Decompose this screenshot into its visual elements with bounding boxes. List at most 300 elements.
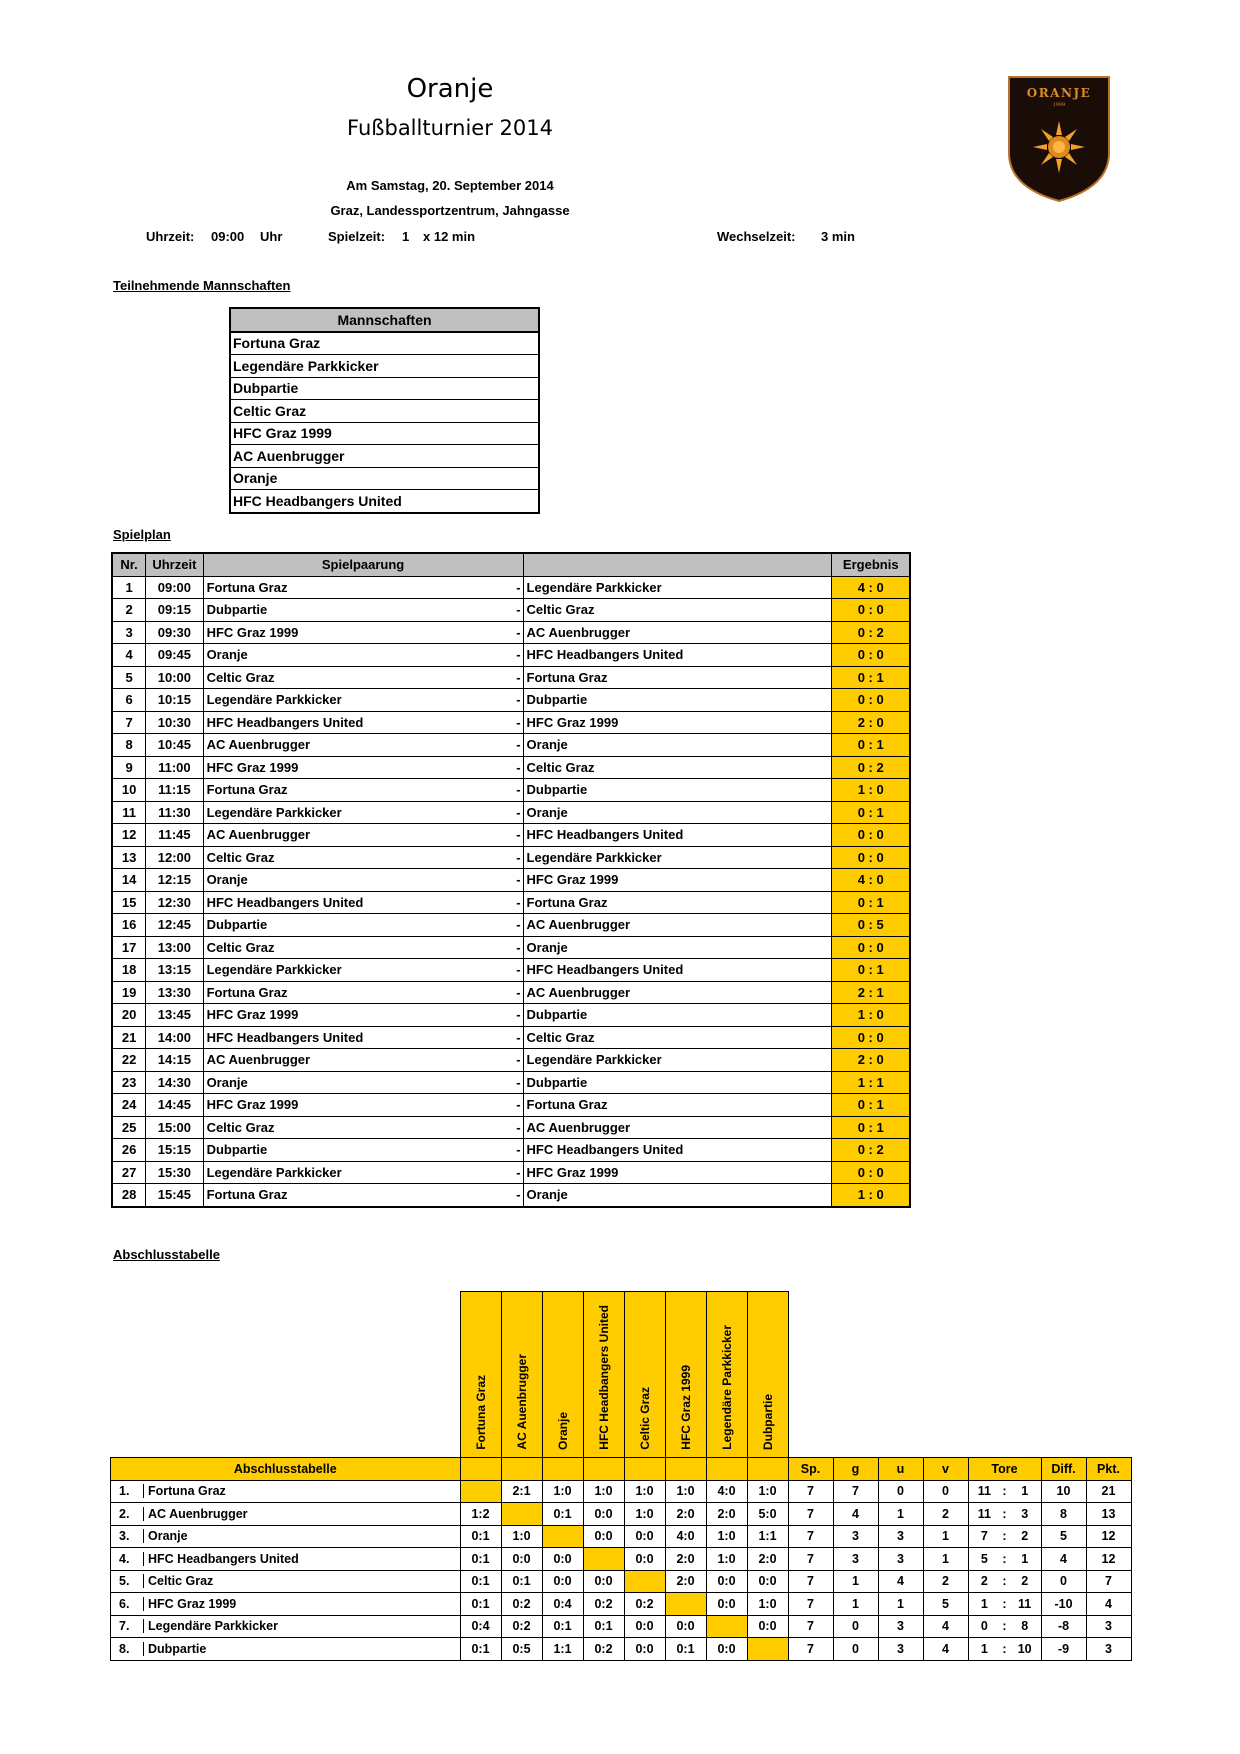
standings-team-name: HFC Headbangers United	[148, 1551, 299, 1566]
stat-g: 0	[833, 1638, 878, 1661]
head-to-head-result: 0:0	[583, 1525, 624, 1548]
match-home: Celtic Graz	[203, 666, 511, 689]
head-to-head-result: 1:0	[583, 1480, 624, 1503]
stat-u: 4	[878, 1570, 923, 1593]
match-time: 10:15	[146, 689, 203, 712]
match-away: HFC Headbangers United	[523, 824, 832, 847]
stat-header-tore: Tore	[968, 1458, 1041, 1481]
match-separator: -	[511, 936, 523, 959]
match-away: AC Auenbrugger	[523, 914, 832, 937]
match-away: Fortuna Graz	[523, 666, 832, 689]
match-home: Fortuna Graz	[203, 779, 511, 802]
standings-team-name: Dubpartie	[148, 1641, 207, 1656]
match-row	[112, 1049, 910, 1072]
head-to-head-result	[460, 1480, 501, 1503]
opponent-label: Legendäre Parkkicker	[719, 1325, 734, 1450]
standings-rank: 5.	[113, 1574, 144, 1588]
head-to-head-result: 0:0	[706, 1593, 747, 1616]
match-away: HFC Graz 1999	[523, 711, 832, 734]
head-to-head-result: 2:0	[665, 1570, 706, 1593]
stat-u: 1	[878, 1593, 923, 1616]
match-away: Celtic Graz	[523, 756, 832, 779]
match-result: 1 : 0	[832, 779, 910, 802]
standings-team	[111, 1503, 461, 1526]
stat-header-diff: Diff.	[1041, 1458, 1086, 1481]
match-away: Oranje	[523, 801, 832, 824]
head-to-head-result: 1:1	[747, 1525, 788, 1548]
match-row	[112, 621, 910, 644]
match-row	[112, 779, 910, 802]
standings-rank: 2.	[113, 1507, 144, 1521]
match-separator: -	[511, 1004, 523, 1027]
team-name: Celtic Graz	[230, 400, 539, 423]
match-nr: 14	[112, 869, 146, 892]
match-nr: 6	[112, 689, 146, 712]
match-separator: -	[511, 734, 523, 757]
head-to-head-result: 5:0	[747, 1503, 788, 1526]
opponent-label: Fortuna Graz	[473, 1375, 488, 1450]
match-away: Oranje	[523, 734, 832, 757]
teams-column-header: Mannschaften	[230, 308, 539, 332]
standings-team	[111, 1525, 461, 1548]
head-to-head-result: 0:1	[460, 1548, 501, 1571]
goals-for: 1	[968, 1638, 998, 1661]
match-time: 10:45	[146, 734, 203, 757]
match-home: AC Auenbrugger	[203, 1049, 511, 1072]
goals-against: 2	[1011, 1525, 1041, 1548]
stat-v: 1	[923, 1548, 968, 1571]
match-nr: 9	[112, 756, 146, 779]
match-away: HFC Graz 1999	[523, 1161, 832, 1184]
match-time: 10:30	[146, 711, 203, 734]
head-to-head-result: 1:2	[460, 1503, 501, 1526]
match-home: HFC Graz 1999	[203, 621, 511, 644]
spielzeit-count: 1	[402, 229, 410, 244]
match-row	[112, 981, 910, 1004]
match-time: 09:30	[146, 621, 203, 644]
match-nr: 2	[112, 599, 146, 622]
match-separator: -	[511, 891, 523, 914]
head-to-head-result: 0:0	[747, 1615, 788, 1638]
stat-diff: 5	[1041, 1525, 1086, 1548]
opponent-header	[583, 1292, 624, 1458]
opponent-label: HFC Headbangers United	[596, 1305, 611, 1450]
match-home: Dubpartie	[203, 599, 511, 622]
match-result: 0 : 0	[832, 936, 910, 959]
stat-sp: 7	[788, 1615, 833, 1638]
opponent-header	[624, 1292, 665, 1458]
head-to-head-result: 0:0	[747, 1570, 788, 1593]
match-time: 11:15	[146, 779, 203, 802]
match-result: 0 : 1	[832, 801, 910, 824]
standings-row	[111, 1480, 1132, 1503]
match-nr: 1	[112, 576, 146, 599]
stat-header-sp: Sp.	[788, 1458, 833, 1481]
match-away: AC Auenbrugger	[523, 621, 832, 644]
standings-row	[111, 1525, 1132, 1548]
match-away: HFC Graz 1999	[523, 869, 832, 892]
match-home: Legendäre Parkkicker	[203, 959, 511, 982]
match-home: Legendäre Parkkicker	[203, 1161, 511, 1184]
match-result: 2 : 0	[832, 711, 910, 734]
head-to-head-result: 1:0	[747, 1480, 788, 1503]
team-row	[230, 355, 539, 378]
stat-header-v: v	[923, 1458, 968, 1481]
match-row	[112, 711, 910, 734]
head-to-head-result: 4:0	[665, 1525, 706, 1548]
stat-sp: 7	[788, 1638, 833, 1661]
match-result: 1 : 1	[832, 1071, 910, 1094]
match-home: Fortuna Graz	[203, 1184, 511, 1207]
match-row	[112, 1184, 910, 1207]
opponent-header	[665, 1292, 706, 1458]
head-to-head-result: 0:0	[624, 1525, 665, 1548]
head-to-head-result: 2:0	[665, 1548, 706, 1571]
match-home: HFC Headbangers United	[203, 891, 511, 914]
match-nr: 20	[112, 1004, 146, 1027]
goals-for: 2	[968, 1570, 998, 1593]
match-result: 0 : 1	[832, 959, 910, 982]
stat-diff: 10	[1041, 1480, 1086, 1503]
stat-diff: -8	[1041, 1615, 1086, 1638]
head-to-head-result: 1:0	[501, 1525, 542, 1548]
match-time: 15:30	[146, 1161, 203, 1184]
standings-header-row	[111, 1458, 1132, 1481]
head-to-head-result	[542, 1525, 583, 1548]
match-separator: -	[511, 869, 523, 892]
head-to-head-result	[624, 1570, 665, 1593]
match-separator: -	[511, 1116, 523, 1139]
match-row	[112, 1094, 910, 1117]
match-away: Dubpartie	[523, 1071, 832, 1094]
team-name: AC Auenbrugger	[230, 445, 539, 468]
match-time: 15:00	[146, 1116, 203, 1139]
head-to-head-result: 0:0	[583, 1570, 624, 1593]
team-row	[230, 422, 539, 445]
standings-row	[111, 1570, 1132, 1593]
match-nr: 28	[112, 1184, 146, 1207]
match-separator: -	[511, 1094, 523, 1117]
goals-separator: :	[998, 1525, 1011, 1548]
match-row	[112, 846, 910, 869]
wechselzeit-label: Wechselzeit:	[717, 229, 796, 244]
stat-v: 1	[923, 1525, 968, 1548]
head-to-head-result: 0:0	[706, 1570, 747, 1593]
standings-team-name: Oranje	[148, 1529, 188, 1544]
head-to-head-result: 4:0	[706, 1480, 747, 1503]
col-result: Ergebnis	[832, 553, 910, 576]
match-time: 12:15	[146, 869, 203, 892]
team-row	[230, 467, 539, 490]
stat-g: 7	[833, 1480, 878, 1503]
match-home: HFC Headbangers United	[203, 1026, 511, 1049]
match-row	[112, 959, 910, 982]
svg-text:ORANJE: ORANJE	[1026, 86, 1092, 100]
head-to-head-result: 0:0	[542, 1570, 583, 1593]
standings-row	[111, 1503, 1132, 1526]
goals-against: 10	[1011, 1638, 1041, 1661]
stat-g: 4	[833, 1503, 878, 1526]
stat-pkt: 3	[1086, 1615, 1131, 1638]
match-result: 0 : 0	[832, 689, 910, 712]
match-time: 09:15	[146, 599, 203, 622]
opponent-label: Oranje	[555, 1411, 570, 1450]
stat-u: 0	[878, 1480, 923, 1503]
stat-sp: 7	[788, 1525, 833, 1548]
match-separator: -	[511, 846, 523, 869]
goals-separator: :	[998, 1548, 1011, 1571]
page-subtitle: Fußballturnier 2014	[347, 116, 553, 140]
stat-sp: 7	[788, 1503, 833, 1526]
match-away: Celtic Graz	[523, 599, 832, 622]
stat-diff: 0	[1041, 1570, 1086, 1593]
match-time: 12:30	[146, 891, 203, 914]
match-away: HFC Headbangers United	[523, 959, 832, 982]
stat-u: 3	[878, 1615, 923, 1638]
club-logo	[1007, 75, 1111, 203]
match-result: 1 : 0	[832, 1004, 910, 1027]
match-result: 0 : 0	[832, 824, 910, 847]
standings-team	[111, 1638, 461, 1661]
stat-sp: 7	[788, 1548, 833, 1571]
uhrzeit-value: 09:00	[211, 229, 245, 244]
head-to-head-result	[583, 1548, 624, 1571]
match-nr: 26	[112, 1139, 146, 1162]
match-home: Dubpartie	[203, 1139, 511, 1162]
match-home: Fortuna Graz	[203, 576, 511, 599]
head-to-head-result: 0:4	[460, 1615, 501, 1638]
head-to-head-result: 2:0	[706, 1503, 747, 1526]
goals-for: 11	[968, 1480, 998, 1503]
match-time: 13:30	[146, 981, 203, 1004]
goals-for: 5	[968, 1548, 998, 1571]
match-result: 0 : 0	[832, 1161, 910, 1184]
teams-table	[229, 307, 540, 514]
stat-v: 4	[923, 1615, 968, 1638]
stat-diff: 4	[1041, 1548, 1086, 1571]
match-time: 13:15	[146, 959, 203, 982]
standings-rank: 3.	[113, 1529, 144, 1543]
match-time: 11:00	[146, 756, 203, 779]
head-to-head-result: 0:1	[542, 1615, 583, 1638]
match-row	[112, 644, 910, 667]
stat-g: 0	[833, 1615, 878, 1638]
match-time: 09:45	[146, 644, 203, 667]
match-separator: -	[511, 779, 523, 802]
spielzeit-label: Spielzeit:	[328, 229, 386, 244]
match-nr: 4	[112, 644, 146, 667]
match-nr: 18	[112, 959, 146, 982]
match-home: Dubpartie	[203, 914, 511, 937]
stat-pkt: 4	[1086, 1593, 1131, 1616]
teams-heading: Teilnehmende Mannschaften	[113, 278, 291, 293]
standings-heading: Abschlusstabelle	[113, 1247, 220, 1262]
match-time: 13:00	[146, 936, 203, 959]
stat-v: 2	[923, 1503, 968, 1526]
match-separator: -	[511, 1049, 523, 1072]
head-to-head-result: 1:0	[624, 1503, 665, 1526]
head-to-head-result: 0:2	[501, 1593, 542, 1616]
uhrzeit-unit: Uhr	[260, 229, 283, 244]
match-separator: -	[511, 1139, 523, 1162]
match-time: 14:45	[146, 1094, 203, 1117]
match-home: Fortuna Graz	[203, 981, 511, 1004]
stat-g: 1	[833, 1570, 878, 1593]
match-separator: -	[511, 711, 523, 734]
standings-rank: 4.	[113, 1552, 144, 1566]
match-result: 0 : 1	[832, 1116, 910, 1139]
stat-u: 3	[878, 1548, 923, 1571]
match-time: 14:15	[146, 1049, 203, 1072]
match-separator: -	[511, 576, 523, 599]
goals-against: 3	[1011, 1503, 1041, 1526]
head-to-head-result: 0:2	[501, 1615, 542, 1638]
goals-separator: :	[998, 1503, 1011, 1526]
match-nr: 21	[112, 1026, 146, 1049]
head-to-head-result	[747, 1638, 788, 1661]
head-to-head-result	[501, 1503, 542, 1526]
uhrzeit-label: Uhrzeit:	[146, 229, 195, 244]
head-to-head-result: 0:0	[624, 1615, 665, 1638]
standings-row	[111, 1593, 1132, 1616]
match-time: 10:00	[146, 666, 203, 689]
opponent-label: Celtic Graz	[637, 1387, 652, 1450]
col-pairing: Spielpaarung	[203, 553, 523, 576]
match-away: Legendäre Parkkicker	[523, 576, 832, 599]
match-result: 4 : 0	[832, 869, 910, 892]
stat-pkt: 12	[1086, 1525, 1131, 1548]
match-away: Fortuna Graz	[523, 1094, 832, 1117]
standings-team	[111, 1548, 461, 1571]
standings-label: Abschlusstabelle	[111, 1458, 461, 1481]
page-title: Oranje	[406, 74, 494, 104]
match-home: Legendäre Parkkicker	[203, 689, 511, 712]
match-result: 0 : 5	[832, 914, 910, 937]
head-to-head-result: 0:2	[583, 1593, 624, 1616]
standings-row	[111, 1548, 1132, 1571]
head-to-head-result: 1:0	[747, 1593, 788, 1616]
standings-team-name: Celtic Graz	[148, 1574, 214, 1589]
match-nr: 24	[112, 1094, 146, 1117]
match-separator: -	[511, 644, 523, 667]
match-result: 0 : 2	[832, 1139, 910, 1162]
match-nr: 13	[112, 846, 146, 869]
head-to-head-result: 1:0	[665, 1480, 706, 1503]
standings-team-name: AC Auenbrugger	[148, 1506, 248, 1521]
match-away: HFC Headbangers United	[523, 1139, 832, 1162]
match-result: 4 : 0	[832, 576, 910, 599]
standings-rank: 8.	[113, 1642, 144, 1656]
match-time: 14:00	[146, 1026, 203, 1049]
head-to-head-result: 0:1	[542, 1503, 583, 1526]
head-to-head-result: 1:1	[542, 1638, 583, 1661]
stat-header-pkt: Pkt.	[1086, 1458, 1131, 1481]
head-to-head-result: 0:2	[583, 1638, 624, 1661]
opponent-label: HFC Graz 1999	[678, 1365, 693, 1450]
stat-u: 3	[878, 1525, 923, 1548]
goals-against: 8	[1011, 1615, 1041, 1638]
stat-v: 0	[923, 1480, 968, 1503]
standings-team	[111, 1570, 461, 1593]
team-row	[230, 377, 539, 400]
match-home: Oranje	[203, 644, 511, 667]
match-nr: 22	[112, 1049, 146, 1072]
match-result: 0 : 0	[832, 1026, 910, 1049]
standings-team-name: HFC Graz 1999	[148, 1596, 237, 1611]
match-separator: -	[511, 981, 523, 1004]
match-result: 0 : 2	[832, 756, 910, 779]
spielzeit-value: x 12 min	[423, 229, 476, 244]
head-to-head-result: 0:0	[501, 1548, 542, 1571]
stat-pkt: 3	[1086, 1638, 1131, 1661]
standings-table	[110, 1291, 1132, 1661]
head-to-head-result: 0:1	[460, 1570, 501, 1593]
match-away: Oranje	[523, 936, 832, 959]
goals-separator: :	[998, 1570, 1011, 1593]
match-row	[112, 801, 910, 824]
match-nr: 17	[112, 936, 146, 959]
head-to-head-result: 2:1	[501, 1480, 542, 1503]
team-name: Oranje	[230, 467, 539, 490]
match-separator: -	[511, 914, 523, 937]
stat-header-u: u	[878, 1458, 923, 1481]
opponent-label: AC Auenbrugger	[514, 1354, 529, 1450]
team-row	[230, 400, 539, 423]
match-row	[112, 756, 910, 779]
stat-v: 4	[923, 1638, 968, 1661]
goals-against: 2	[1011, 1570, 1041, 1593]
match-away: Dubpartie	[523, 1004, 832, 1027]
head-to-head-result: 0:4	[542, 1593, 583, 1616]
match-away: Oranje	[523, 1184, 832, 1207]
goals-against: 11	[1011, 1593, 1041, 1616]
match-time: 11:45	[146, 824, 203, 847]
match-row	[112, 1026, 910, 1049]
head-to-head-result: 0:1	[460, 1593, 501, 1616]
goals-for: 0	[968, 1615, 998, 1638]
stat-sp: 7	[788, 1480, 833, 1503]
match-home: Legendäre Parkkicker	[203, 801, 511, 824]
match-home: Celtic Graz	[203, 936, 511, 959]
goals-against: 1	[1011, 1480, 1041, 1503]
standings-team	[111, 1480, 461, 1503]
head-to-head-result: 0:0	[624, 1638, 665, 1661]
match-row	[112, 576, 910, 599]
standings-rank: 7.	[113, 1619, 144, 1633]
match-result: 0 : 1	[832, 734, 910, 757]
stat-diff: -9	[1041, 1638, 1086, 1661]
match-nr: 11	[112, 801, 146, 824]
team-name: Fortuna Graz	[230, 332, 539, 355]
head-to-head-result	[665, 1593, 706, 1616]
team-row	[230, 445, 539, 468]
match-away: Legendäre Parkkicker	[523, 1049, 832, 1072]
match-time: 12:45	[146, 914, 203, 937]
match-time: 12:00	[146, 846, 203, 869]
stat-diff: 8	[1041, 1503, 1086, 1526]
match-separator: -	[511, 599, 523, 622]
match-time: 11:30	[146, 801, 203, 824]
stat-sp: 7	[788, 1570, 833, 1593]
match-nr: 8	[112, 734, 146, 757]
head-to-head-result: 0:0	[624, 1548, 665, 1571]
team-row	[230, 332, 539, 355]
opponent-header	[747, 1292, 788, 1458]
head-to-head-result: 0:0	[665, 1615, 706, 1638]
match-separator: -	[511, 801, 523, 824]
stat-pkt: 13	[1086, 1503, 1131, 1526]
match-away: AC Auenbrugger	[523, 1116, 832, 1139]
